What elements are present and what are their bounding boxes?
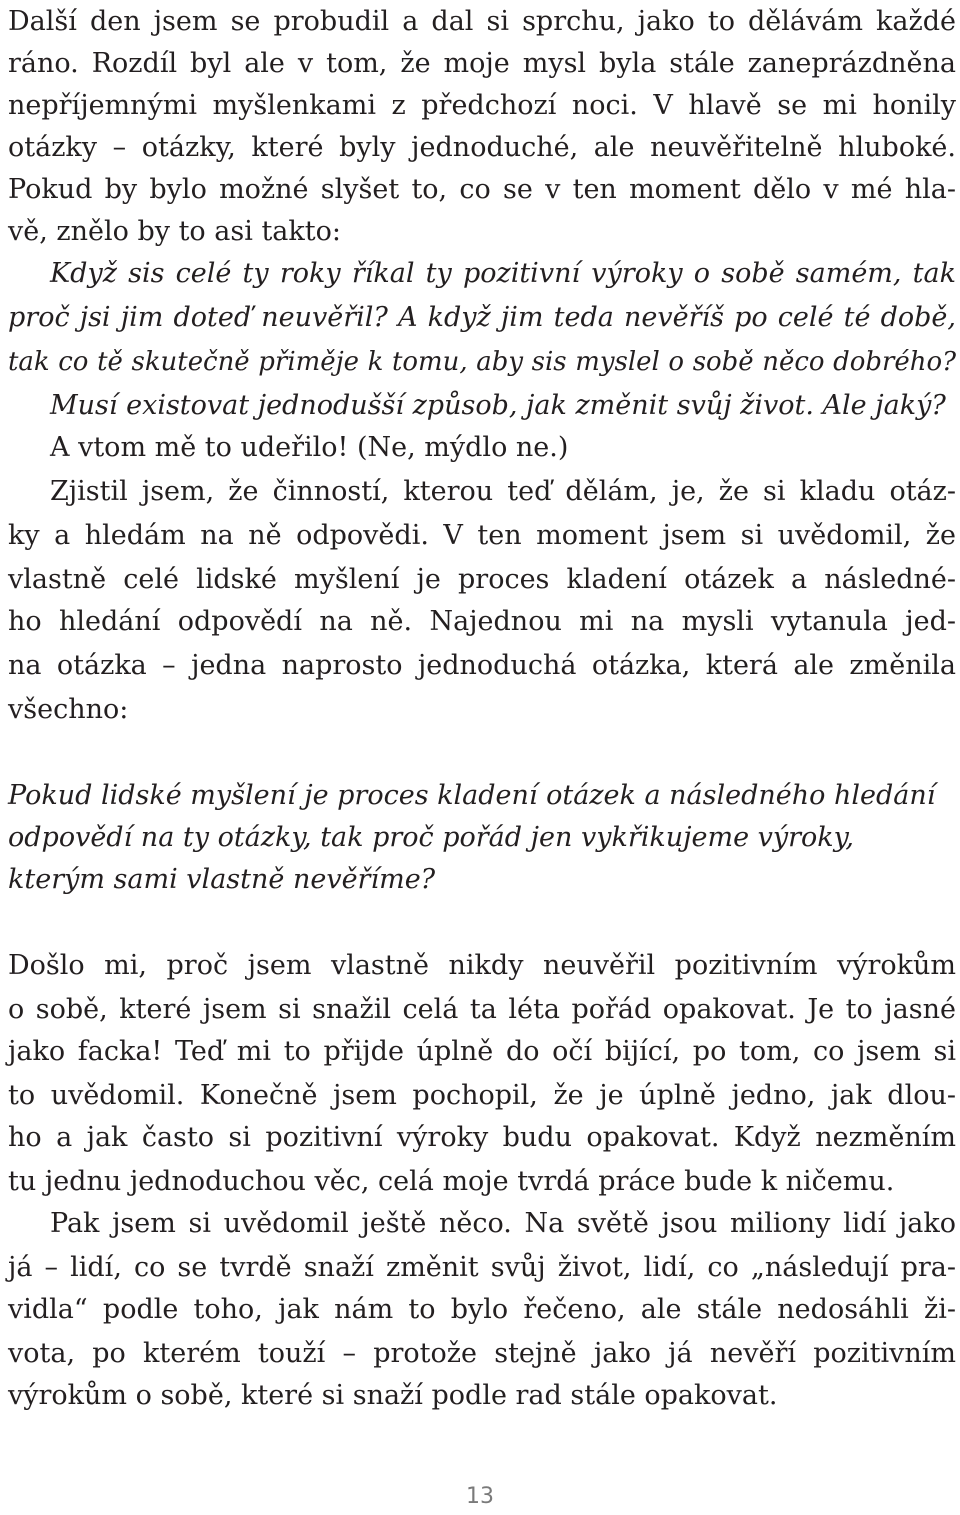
text-line: Další den jsem se probudil a dal si sprchu, jako to dělávám každé: [8, 6, 956, 37]
text-line: vidla“ podle toho, jak nám to bylo řečeno, ale stále nedosáhli ži-: [8, 1294, 956, 1325]
text-line: tu jednu jednoduchou věc, celá moje tvrdá práce bude k ničemu.: [8, 1166, 895, 1197]
text-line: vlastně celé lidské myšlení je proces kladení otázek a následné-: [8, 564, 956, 595]
italic-text-line: Pokud lidské myšlení je proces kladení otázek a následného hledání: [8, 780, 936, 811]
text-line: nepříjemnými myšlenkami z předchozí noci. V hlavě se mi honily: [8, 90, 956, 121]
text-line: všechno:: [8, 694, 129, 725]
text-line: o sobě, které jsem si snažil celá ta léta pořád opakovat. Je to jasné: [8, 994, 956, 1025]
text-line: Došlo mi, proč jsem vlastně nikdy neuvěřil pozitivním výrokům: [8, 950, 956, 981]
text-line: ho hledání odpovědí na ně. Najednou mi na mysli vytanula jed-: [8, 606, 956, 637]
text-line: Pak jsem si uvědomil ještě něco. Na světě jsou miliony lidí jako: [50, 1208, 956, 1239]
text-line: ho a jak často si pozitivní výroky budu opakovat. Když nezměním: [8, 1122, 956, 1153]
italic-text-line: proč jsi jim doteď neuvěřil? A když jim teda nevěříš po celé té době,: [8, 302, 956, 333]
text-line: Zjistil jsem, že činností, kterou teď dělám, je, že si kladu otáz-: [50, 476, 956, 507]
text-line: ráno. Rozdíl byl ale v tom, že moje mysl byla stále zaneprázdněna: [8, 48, 956, 79]
text-line: výrokům o sobě, které si snaží podle rad stále opakovat.: [8, 1380, 778, 1411]
page-number: 13: [466, 1484, 494, 1509]
text-line: Pokud by bylo možné slyšet to, co se v ten moment dělo v mé hla-: [8, 174, 956, 205]
text-line: vě, znělo by to asi takto:: [8, 216, 341, 247]
text-line: vota, po kterém touží – protože stejně jako já nevěří pozitivním: [8, 1338, 956, 1369]
italic-text-line: kterým sami vlastně nevěříme?: [8, 864, 436, 895]
text-line: to uvědomil. Konečně jsem pochopil, že je úplně jedno, jak dlou-: [8, 1080, 956, 1111]
text-line: A vtom mě to udeřilo! (Ne, mýdlo ne.): [50, 432, 569, 463]
italic-text-line: Musí existovat jednodušší způsob, jak změnit svůj život. Ale jaký?: [50, 390, 946, 421]
italic-text-line: Když sis celé ty roky říkal ty pozitivní výroky o sobě samém, tak: [50, 258, 956, 289]
italic-text-line: tak co tě skutečně přiměje k tomu, aby sis myslel o sobě něco dobrého?: [8, 347, 956, 377]
text-line: já – lidí, co se tvrdě snaží změnit svůj život, lidí, co „následují pra-: [8, 1252, 956, 1283]
italic-text-line: odpovědí na ty otázky, tak proč pořád jen vykřikujeme výroky,: [8, 822, 854, 853]
text-line: na otázka – jedna naprosto jednoduchá otázka, která ale změnila: [8, 650, 956, 681]
text-line: jako facka! Teď mi to přijde úplně do očí bijící, po tom, co jsem si: [8, 1036, 956, 1067]
text-line: otázky – otázky, které byly jednoduché, ale neuvěřitelně hluboké.: [8, 132, 956, 163]
text-line: ky a hledám na ně odpovědi. V ten moment jsem si uvědomil, že: [8, 520, 956, 551]
